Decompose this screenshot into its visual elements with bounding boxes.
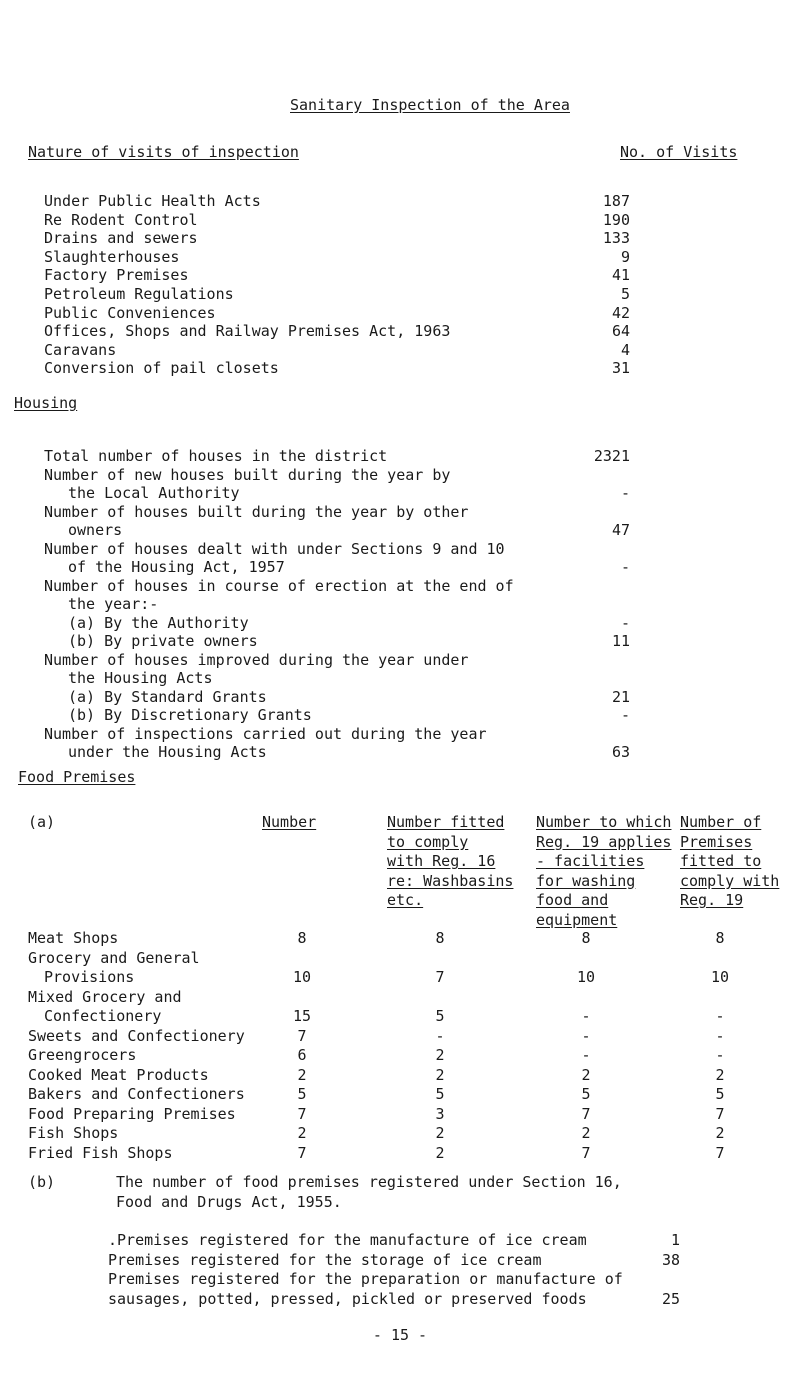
visits-row-label: Conversion of pail closets (44, 359, 279, 378)
food-row-name: Grocery and General (28, 948, 200, 967)
visits-row-value: 190 (602, 210, 630, 229)
food-row-number: 10 (292, 968, 312, 986)
food-part-b-intro: The number of food premises registered under Section 16, (116, 1173, 622, 1191)
page-number: - 15 - (372, 1326, 428, 1344)
visits-row-value: 4 (620, 340, 630, 359)
food-part-b-label: (b) (28, 1173, 56, 1191)
housing-line-text: (b) By Discretionary Grants (68, 706, 312, 724)
food-row-name: Bakers and Confectioners (28, 1085, 245, 1103)
food-part-b-value: 25 (661, 1289, 680, 1308)
food-row-reg19: 8 (581, 929, 591, 947)
food-row-number: 7 (297, 1143, 307, 1162)
visits-row-value: 9 (620, 247, 630, 266)
food-part-b-line: Premises registered for the preparation or manufacture of (108, 1270, 623, 1288)
food-header-premises-line: Premises (680, 832, 753, 851)
food-row-premises: - (715, 1026, 725, 1045)
housing-line-text: Number of houses improved during the year under (44, 650, 469, 669)
visits-row-value: 133 (602, 229, 630, 248)
food-row-fitted: - (435, 1026, 445, 1045)
food-row-premises: - (715, 1007, 725, 1025)
visits-row-value: 187 (602, 192, 630, 210)
visits-row-label: Re Rodent Control (44, 210, 198, 229)
visits-row-label: Under Public Health Acts (44, 192, 261, 210)
housing-line-text: Number of houses built during the year by other (44, 502, 469, 521)
food-row-reg19: 10 (576, 968, 596, 986)
food-header-reg19-line: Reg. 19 applies (536, 832, 672, 851)
food-row-name: Sweets and Confectionery (28, 1026, 245, 1045)
food-row-fitted: 5 (435, 1085, 445, 1103)
food-row-reg19: 7 (581, 1104, 591, 1123)
housing-line-value: - (620, 706, 630, 724)
food-part-b-value: 38 (661, 1250, 680, 1269)
housing-line-text: (b) By private owners (68, 632, 258, 650)
food-row-premises: 5 (715, 1085, 725, 1103)
housing-line-text: under the Housing Acts (68, 743, 267, 761)
food-row-number: 5 (297, 1085, 307, 1103)
housing-line-value: 2321 (593, 447, 630, 465)
food-row-fitted: 7 (435, 968, 445, 986)
food-header-number: Number (262, 813, 317, 831)
housing-line-text: Number of houses dealt with under Sections 9 and 10 (44, 539, 505, 558)
housing-line-text: the Housing Acts (68, 669, 213, 687)
food-part-b-line: sausages, potted, pressed, pickled or preserved foods (108, 1289, 587, 1308)
food-row-fitted: 5 (435, 1007, 445, 1025)
housing-line-text: Number of new houses built during the year by (44, 465, 451, 484)
food-header-fitted-line: Number fitted (387, 813, 505, 831)
food-row-name: Fish Shops (28, 1124, 119, 1142)
food-row-fitted: 2 (435, 1143, 445, 1162)
visits-row-label: Slaughterhouses (44, 247, 180, 266)
food-row-number: 15 (292, 1007, 312, 1025)
food-row-premises: 2 (715, 1124, 725, 1142)
food-row-fitted: 8 (435, 929, 445, 947)
food-row-reg19: 2 (581, 1065, 591, 1084)
page-title: Sanitary Inspection of the Area (290, 96, 570, 114)
visits-col1-header: Nature of visits of inspection (28, 143, 299, 161)
food-row-name: Meat Shops (28, 929, 119, 947)
housing-line-text: (a) By the Authority (68, 613, 249, 632)
food-row-name: Mixed Grocery and (28, 987, 182, 1006)
housing-line-text: owners (68, 521, 123, 539)
food-part-b-line: Premises registered for the storage of ice cream (108, 1250, 542, 1269)
housing-line-text: Number of houses in course of erection at the end of (44, 576, 514, 595)
food-part-b-value: 1 (670, 1231, 680, 1249)
food-row-premises: 7 (715, 1104, 725, 1123)
housing-line-text: (a) By Standard Grants (68, 687, 267, 706)
food-row-fitted: 2 (435, 1046, 445, 1064)
housing-line-value: - (620, 558, 630, 576)
housing-line-value: - (620, 484, 630, 502)
food-part-b-intro: Food and Drugs Act, 1955. (116, 1192, 342, 1211)
visits-row-label: Drains and sewers (44, 229, 198, 248)
food-row-name: Fried Fish Shops (28, 1143, 173, 1162)
visits-col2-header: No. of Visits (620, 143, 738, 161)
food-header-premises-line: comply with (680, 871, 780, 890)
housing-heading: Housing (14, 394, 78, 412)
food-heading: Food Premises (18, 768, 136, 786)
food-header-reg19-line: food and (536, 891, 609, 909)
food-row-number: 7 (297, 1026, 307, 1045)
visits-row-label: Petroleum Regulations (44, 285, 234, 303)
visits-row-label: Offices, Shops and Railway Premises Act, 1963 (44, 322, 451, 341)
housing-line-value: 47 (611, 521, 630, 539)
food-row-number: 8 (297, 929, 307, 947)
food-header-premises-line: Number of (680, 813, 762, 831)
food-header-fitted-line: with Reg. 16 (387, 852, 496, 870)
housing-line-value: 63 (611, 743, 630, 761)
food-row-number: 6 (297, 1046, 307, 1064)
food-row-premises: 8 (715, 929, 725, 947)
housing-line-text: the year:- (68, 595, 159, 613)
food-row-fitted: 3 (435, 1104, 445, 1123)
food-header-reg19-line: Number to which (536, 813, 672, 831)
food-row-reg19: 2 (581, 1124, 591, 1142)
housing-line-value: - (620, 613, 630, 632)
housing-line-value: 11 (611, 632, 630, 650)
housing-line-text: the Local Authority (68, 484, 240, 502)
food-row-number: 2 (297, 1065, 307, 1084)
food-row-premises: - (715, 1046, 725, 1064)
food-header-premises-line: Reg. 19 (680, 891, 744, 909)
food-header-reg19-line: for washing (536, 871, 636, 890)
visits-row-value: 64 (611, 322, 630, 341)
visits-row-value: 41 (611, 266, 630, 285)
food-row-name: Provisions (44, 968, 135, 986)
food-row-premises: 2 (715, 1065, 725, 1084)
visits-row-label: Caravans (44, 340, 117, 359)
food-header-premises-line: fitted to (680, 852, 762, 870)
food-row-reg19: 7 (581, 1143, 591, 1162)
food-header-reg19-line: equipment (536, 910, 618, 929)
food-row-name: Greengrocers (28, 1046, 137, 1064)
food-row-premises: 10 (710, 968, 730, 986)
housing-line-value: 21 (611, 687, 630, 706)
visits-row-value: 42 (611, 303, 630, 322)
housing-line-text: Total number of houses in the district (44, 447, 388, 465)
food-header-fitted-line: to comply (387, 832, 469, 851)
food-row-number: 2 (297, 1124, 307, 1142)
food-row-name: Food Preparing Premises (28, 1104, 236, 1123)
housing-line-text: Number of inspections carried out during the year (44, 724, 487, 743)
housing-line-text: of the Housing Act, 1957 (68, 558, 285, 576)
food-row-premises: 7 (715, 1143, 725, 1162)
food-row-fitted: 2 (435, 1065, 445, 1084)
food-row-reg19: - (581, 1026, 591, 1045)
food-row-name: Confectionery (44, 1007, 162, 1025)
food-row-reg19: - (581, 1007, 591, 1025)
food-header-reg19-line: - facilities (536, 852, 645, 870)
food-header-fitted-line: re: Washbasins (387, 871, 514, 890)
food-row-fitted: 2 (435, 1124, 445, 1142)
visits-row-value: 31 (611, 359, 630, 378)
food-part-b-line: .Premises registered for the manufacture of ice cream (108, 1231, 587, 1249)
visits-row-value: 5 (620, 285, 630, 303)
food-header-fitted-line: etc. (387, 891, 424, 909)
visits-row-label: Factory Premises (44, 266, 189, 285)
food-part-a-label: (a) (28, 813, 56, 831)
food-row-name: Cooked Meat Products (28, 1065, 209, 1084)
visits-row-label: Public Conveniences (44, 303, 216, 322)
food-row-reg19: - (581, 1046, 591, 1064)
food-row-number: 7 (297, 1104, 307, 1123)
food-row-reg19: 5 (581, 1085, 591, 1103)
